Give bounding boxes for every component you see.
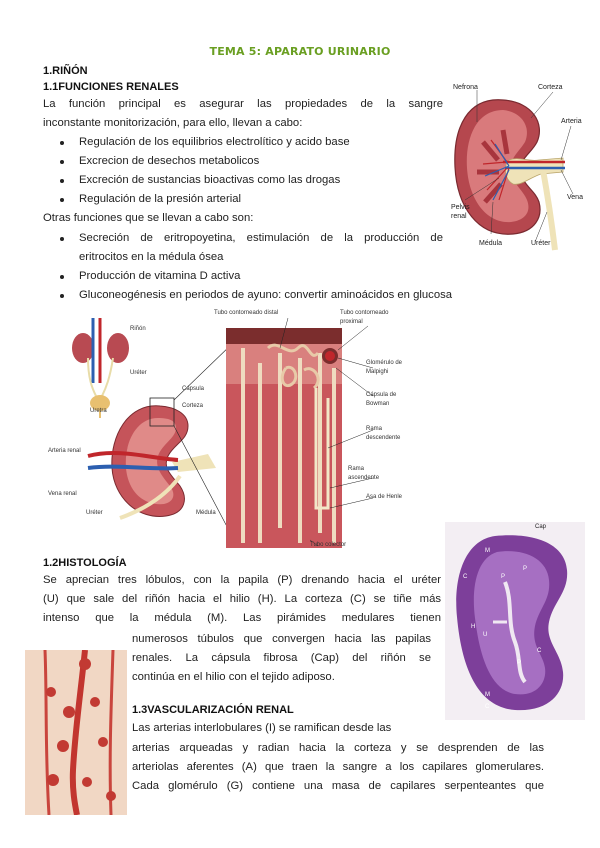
label-p-2: P <box>523 566 528 572</box>
label-capsula-bowman-2: Bowman <box>366 401 390 407</box>
label-rama-descendente: Rama <box>366 426 383 432</box>
label-tubo-distal: Tubo contorneado distal <box>214 310 279 316</box>
list-item: Producción de vitamina D activa <box>43 267 443 286</box>
label-rama-ascendente: Rama <box>348 466 365 472</box>
label-cap: Cap <box>535 524 547 530</box>
label-capsula-bowman: Cápsula de <box>366 392 397 398</box>
intro-line-1: La función principal es asegurar las propiedades de la sangre <box>43 98 443 110</box>
label-nefrona: Nefrona <box>453 84 478 91</box>
label-p-3: P <box>517 660 522 666</box>
label-c-2: C <box>537 648 542 654</box>
label-m-2: M <box>485 692 490 698</box>
label-glomerulo: Glomérulo de <box>366 360 403 366</box>
vascular-micrograph-image <box>25 650 127 815</box>
label-vena-renal: Vena renal <box>48 491 77 497</box>
list-item: Excreción de sustancias bioactivas como las drogas <box>43 171 443 190</box>
label-uretra: Uretra <box>90 408 107 414</box>
other-functions-intro: Otras funciones que se llevan a cabo son: <box>43 212 254 224</box>
label-ureter-2: Uréter <box>86 510 103 516</box>
label-tubo-colector: Tubo colector <box>310 542 347 548</box>
label-tubo-proximal-2: proximal <box>340 319 363 325</box>
label-tubo-proximal: Tubo contorneado <box>340 310 389 316</box>
label-h: H <box>471 624 476 630</box>
label-c: C <box>463 574 468 580</box>
label-renal: renal <box>451 213 467 220</box>
label-asa-henle: Asa de Henle <box>366 494 403 500</box>
list-item <box>43 229 443 267</box>
label-arteria: Arteria <box>561 118 582 125</box>
label-corteza: Corteza <box>182 403 204 409</box>
label-ureter-1: Uréter <box>130 370 147 376</box>
list-item-text: eritrocitos en la médula ósea <box>79 251 224 263</box>
vascular-line-3: arteriolas aferentes (A) que traen la sangre a los capilares glomerulares. <box>132 761 544 773</box>
label-glomerulo-2: Malpighi <box>366 369 389 375</box>
histology-line-6: continúa en el hilio con el tejido adiposo. <box>132 671 335 683</box>
label-rama-descendente-2: descendente <box>366 435 401 441</box>
subsection-heading-vascularizacion: 1.3VASCULARIZACIÓN RENAL <box>132 704 294 716</box>
list-item: Excrecion de desechos metabolicos <box>43 152 443 171</box>
label-rinon: Riñón <box>130 326 146 332</box>
label-vena: Vena <box>567 194 583 201</box>
vascular-micrograph-drawing <box>25 650 127 815</box>
label-arteria-renal: Arteria renal <box>48 448 81 454</box>
label-rama-ascendente-2: ascendente <box>348 475 380 481</box>
label-m: M <box>485 548 490 554</box>
intro-line-2: inconstante monitorización, para ello, llevan a cabo: <box>43 117 303 129</box>
list-item-text: Secreción de eritropoyetina, estimulación de la producción de <box>79 232 443 244</box>
histology-line-5: renales. La cápsula fibrosa (Cap) del riñón se <box>132 652 431 664</box>
histology-kidney-image <box>445 522 585 720</box>
label-pelvis: Pelvis <box>451 204 470 211</box>
list-item <box>43 286 453 305</box>
other-functions-list <box>43 229 453 305</box>
vascular-line-1: Las arterias interlobulares (I) se ramifican desde las <box>132 722 392 734</box>
list-item-text: Gluconeogénesis en periodos de ayuno: convertir aminoácidos en glucosa <box>79 289 453 301</box>
subsection-heading-histologia: 1.2HISTOLOGÍA <box>43 557 127 569</box>
label-u: U <box>483 632 488 638</box>
kidney-cross-section-drawing <box>443 82 593 252</box>
label-capsula: Cápsula <box>182 386 205 392</box>
vascular-line-4: Cada glomérulo (G) contiene una masa de capilares serpenteantes que <box>132 780 544 792</box>
label-corteza: Corteza <box>538 84 563 91</box>
subsection-heading-funciones: 1.1FUNCIONES RENALES <box>43 81 179 93</box>
histology-line-2: (U) que sale del riñón hacia el hilio (H). La corteza (C) se tiñe más <box>43 593 441 605</box>
list-item: Regulación de la presión arterial <box>43 190 443 209</box>
histology-line-4: numerosos túbulos que convergen hacia las papilas <box>132 633 431 645</box>
label-ureter: Uréter <box>531 240 551 247</box>
label-p: P <box>501 574 506 580</box>
histology-line-3: intenso que la médula (M). Las pirámides medulares tienen <box>43 612 441 624</box>
histology-kidney-drawing <box>445 522 585 720</box>
vascular-line-2: arterias arqueadas y radian hacia la corteza y se desprenden de las <box>132 742 544 754</box>
function-list <box>43 133 443 209</box>
list-item: Regulación de los equilibrios electrolítico y acido base <box>43 133 443 152</box>
label-c-3: C <box>485 704 490 710</box>
kidney-cross-section-figure <box>443 82 593 252</box>
label-medula: Médula <box>196 510 216 516</box>
nephron-diagram-figure <box>48 308 428 553</box>
histology-line-1: Se aprecian tres lóbulos, con la papila (P) drenando hacia el uréter <box>43 574 441 586</box>
section-heading-rinon: 1.RIÑÓN <box>43 65 88 77</box>
page-title: TEMA 5: APARATO URINARIO <box>209 45 391 58</box>
label-medula: Médula <box>479 240 502 247</box>
